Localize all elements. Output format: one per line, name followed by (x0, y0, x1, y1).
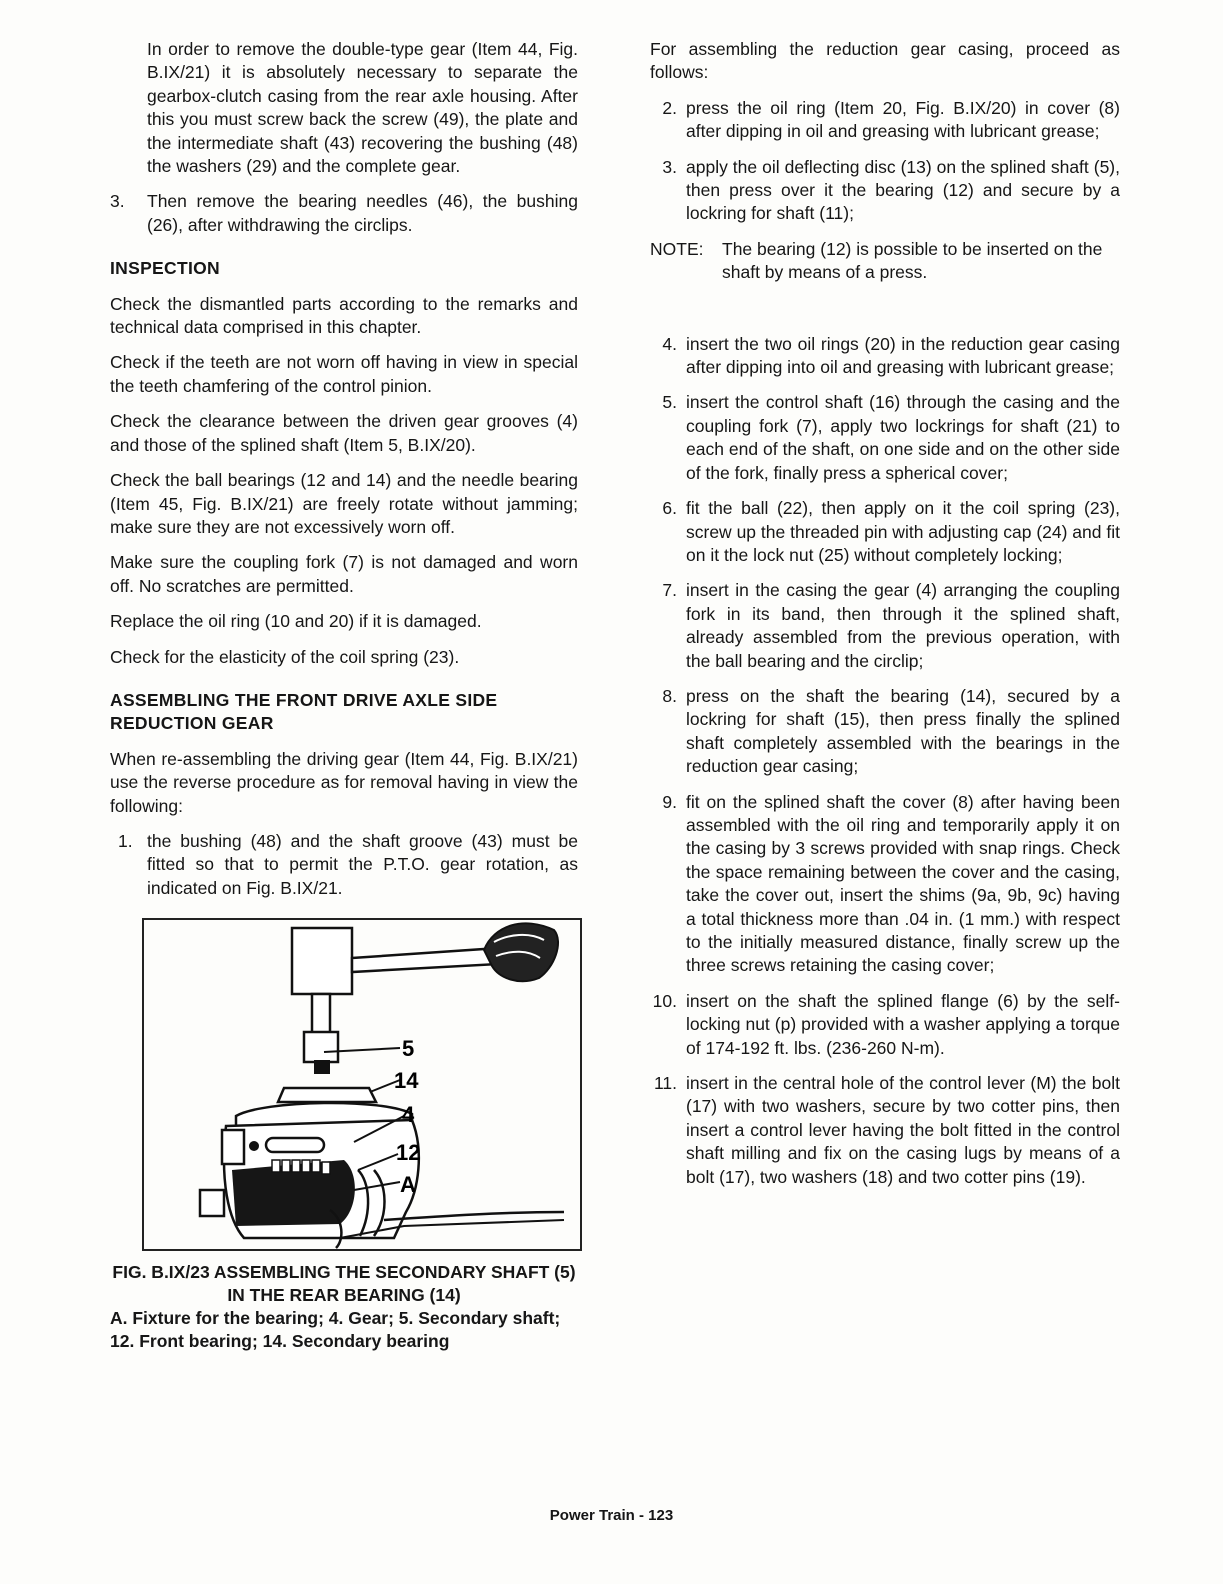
list-item (650, 579, 1120, 673)
list-item (650, 791, 1120, 978)
list-item-3 (110, 190, 578, 237)
inspection-paragraph: Replace the oil ring (10 and 20) if it is damaged. (110, 611, 482, 632)
page-footer: Power Train - 123 (549, 1507, 674, 1524)
list-number: 4. (662, 333, 677, 354)
intro-paragraph: In order to remove the double-type gear (Item 44, Fig. B.IX/21) it is absolutely necessary to separate the gearbox-clutch casing from the rear axle housing. After this you must screw back the screw (49), the plate and the intermediate shaft (43) recovering the bushing (48) the washers (29) and the complete gear. (147, 39, 578, 177)
list-number: 2. (662, 97, 677, 118)
callout-label: 12 (396, 1140, 421, 1166)
list-item (650, 990, 1120, 1060)
list-text: insert the two oil rings (20) in the reduction gear casing after dipping into oil and greasing with lubricant grease; (686, 333, 1120, 378)
left-flange (200, 1190, 224, 1216)
list-number: 3. (662, 156, 677, 177)
callout-label: 4 (402, 1102, 415, 1128)
left-column (110, 38, 578, 1353)
list-text: press on the shaft the bearing (14), secured by a lockring for shaft (15), then press finally the splined shaft completely assembled with the bearings in the reduction gear casing; (686, 685, 1120, 777)
base-line (384, 1212, 564, 1220)
note (650, 238, 1120, 285)
list-text: Then remove the bearing needles (46), the bushing (26), after withdrawing the circlips. (147, 191, 578, 235)
callout-label: 5 (402, 1036, 415, 1062)
drift (312, 994, 330, 1034)
list-text: insert in the central hole of the control lever (M) the bolt (17) with two washers, secure by two cotter pins, then insert a control lever having the bolt fitted in the control shaft milling and fix on the casing lugs by means of a bolt (17), two washers (18) and two cotter pins (19). (686, 1073, 1120, 1187)
list-item (650, 1072, 1120, 1189)
list-item (650, 97, 1120, 144)
callout-label: A (400, 1172, 416, 1198)
bearing-collar (278, 1088, 376, 1102)
list-number: 1. (118, 830, 133, 851)
list-number: 3. (110, 191, 125, 212)
inspection-paragraph: Check if the teeth are not worn off having in view in special the teeth chamfering of the control pinion. (110, 352, 578, 396)
list-number: 6. (662, 498, 677, 519)
inspection-paragraph: Check the ball bearings (12 and 14) and the needle bearing (Item 45, Fig. B.IX/21) are freely rotate without jamming; make sure they are not excessively worn off. (110, 470, 578, 537)
inspection-paragraph: Make sure the coupling fork (7) is not damaged and worn off. No scratches are permitted. (110, 552, 578, 596)
inspection-heading: INSPECTION (110, 258, 220, 279)
slot (266, 1138, 324, 1152)
caption-legend: A. Fixture for the bearing; 4. Gear; 5. Secondary shaft; 12. Front bearing; 14. Secondary bearing (110, 1308, 561, 1352)
assembling-heading: ASSEMBLING THE FRONT DRIVE AXLE SIDE REDUCTION GEAR (110, 689, 498, 734)
list-number: 9. (662, 791, 677, 812)
list-text: the bushing (48) and the shaft groove (43) must be fitted so that to permit the P.T.O. gear rotation, as indicated on Fig. B.IX/21. (147, 830, 578, 898)
list-item (650, 391, 1120, 485)
list-text: press the oil ring (Item 20, Fig. B.IX/20) in cover (8) after dipping in oil and greasing with lubricant grease; (686, 97, 1120, 142)
list-text: insert the control shaft (16) through the casing and the coupling fork (7), apply two lockrings for shaft (21) to each end of the shaft, on one side and on the other side of the fork, finally press a spherical cover; (686, 392, 1120, 483)
right-column (650, 38, 1120, 1201)
inspection-paragraph: Check the dismantled parts according to the remarks and technical data comprised in this chapter. (110, 293, 578, 338)
list-item (650, 685, 1120, 779)
list-number: 7. (662, 580, 677, 601)
figure-caption (110, 1261, 578, 1353)
right-intro: For assembling the reduction gear casing, proceed as follows: (650, 39, 1120, 83)
list-number: 11. (653, 1073, 677, 1094)
list-text: fit the ball (22), then apply on it the coil spring (23), screw up the threaded pin with adjusting cap (24) and fit on it the lock nut (25) without completely locking; (686, 498, 1120, 565)
note-text: The bearing (12) is possible to be inserted on the shaft by means of a press. (722, 238, 1103, 283)
list-item (650, 156, 1120, 226)
hammer-head (292, 928, 352, 994)
figure-assembly-illustration (142, 918, 582, 1251)
callout-label: 14 (394, 1068, 419, 1094)
side-boss (222, 1130, 244, 1164)
list-number: 8. (662, 685, 677, 706)
note-label: NOTE: (650, 238, 704, 259)
list-item-1 (110, 830, 578, 900)
secondary-shaft (304, 1032, 338, 1062)
hammer-handle (352, 948, 499, 972)
list-item (650, 333, 1120, 380)
gear-assembly-drawing (144, 920, 580, 1249)
list-text: apply the oil deflecting disc (13) on the splined shaft (5), then press over it the bearing (12) and secure by a lockring for shaft (11); (686, 156, 1120, 224)
assembling-paragraph: When re-assembling the driving gear (Item 44, Fig. B.IX/21) use the reverse procedure as for removal having in view the following: (110, 748, 578, 816)
inspection-paragraph: Check the clearance between the driven gear grooves (4) and those of the splined shaft (Item 5, B.IX/20). (110, 411, 578, 455)
list-number: 5. (662, 392, 677, 413)
list-text: insert on the shaft the splined flange (6) by the self-locking nut (p) provided with a washer applying a torque of 174-192 ft. lbs. (236-260 N-m). (686, 990, 1120, 1058)
caption-title: FIG. B.IX/23 ASSEMBLING THE SECONDARY SHAFT (5) IN THE REAR BEARING (14) (112, 1262, 576, 1306)
list-text: insert in the casing the gear (4) arranging the coupling fork in its band, then through it the splined shaft, already assembled from the previous operation, with the ball bearing and the circlip; (686, 580, 1120, 671)
list-text: fit on the splined shaft the cover (8) after having been assembled with the oil ring and temporarily apply it on the casing by 3 screws provided with snap rings. Check the space remaining between the cover and the casing, take the cover out, insert the shims (9a, 9b, 9c) having a total thickness more than .04 in. (1 mm.) with respect to the initially measured distance, finally screw up the three screws retaining the casing cover; (686, 791, 1120, 976)
inspection-paragraph: Check for the elasticity of the coil spring (23). (110, 646, 460, 667)
shaft-key (314, 1060, 330, 1074)
list-number: 10. (652, 990, 677, 1011)
list-item (650, 497, 1120, 567)
